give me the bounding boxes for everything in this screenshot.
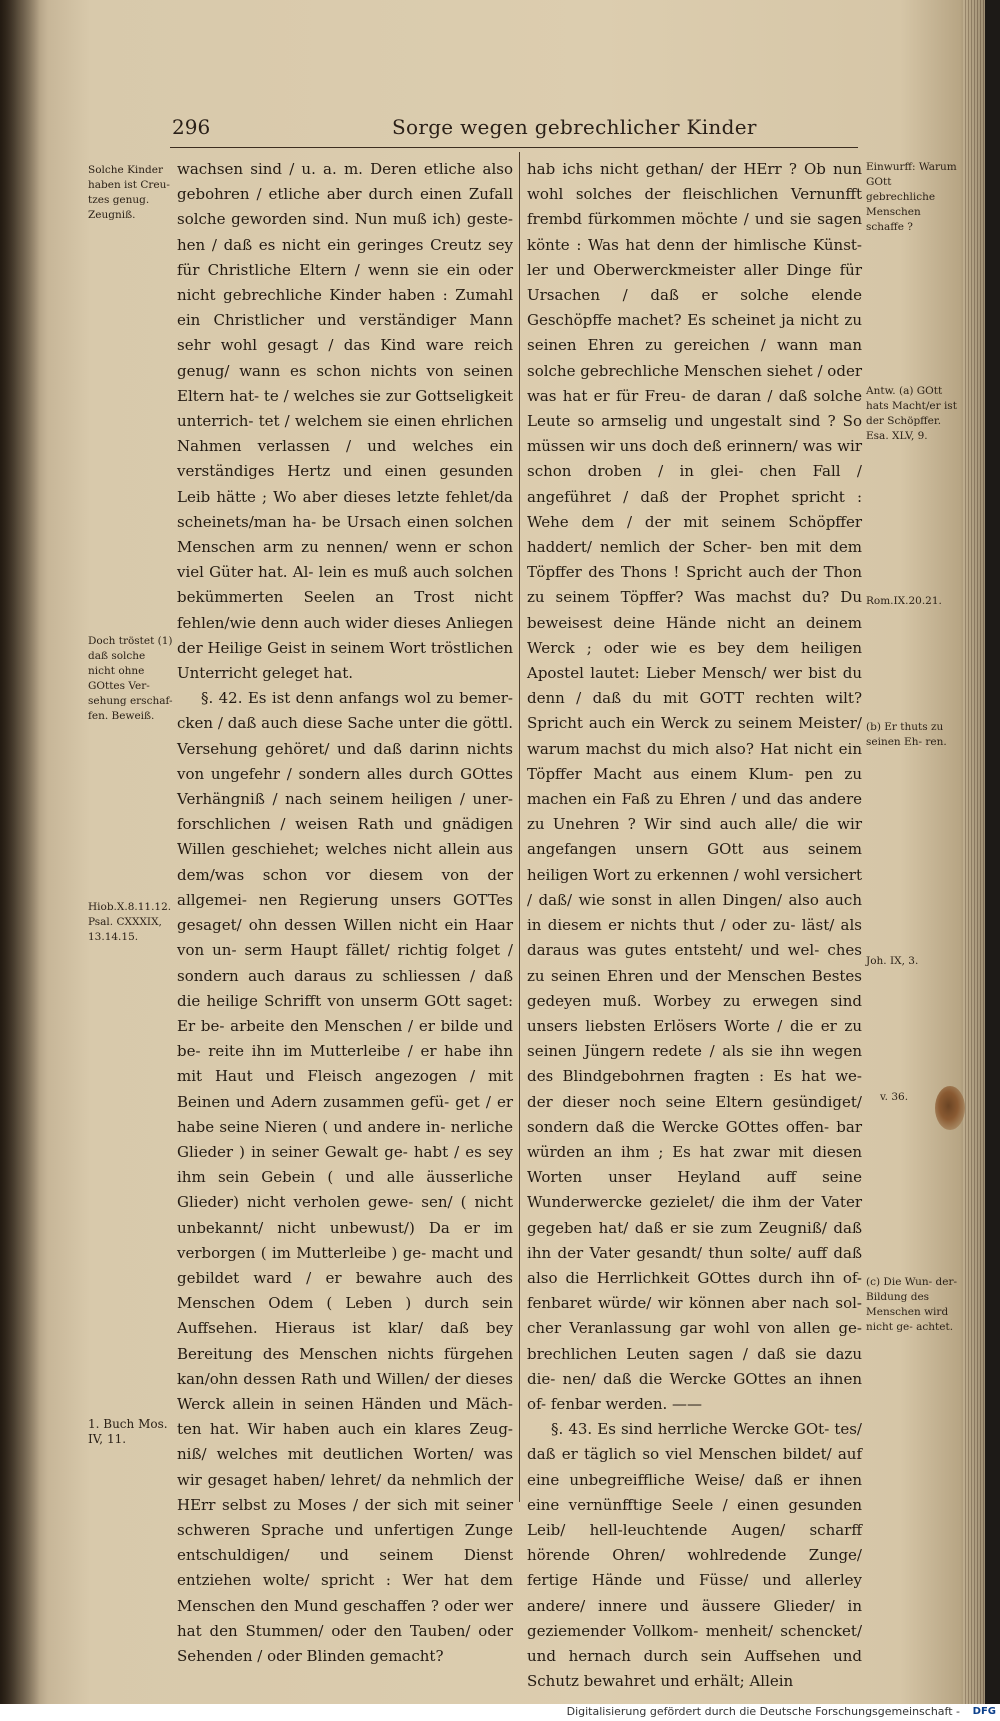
margin-note-right-4: (b) Er thuts zu seinen Eh- ren. (866, 721, 947, 748)
paper-stain (935, 1086, 965, 1130)
footer-credit: Digitalisierung gefördert durch die Deutsche Forschungsgemeinschaft - (566, 1705, 960, 1718)
paragraph-right-1: hab ichs nicht gethan/ der HErr ? Ob nun wohl solches der fleischlichen Vernunfft frembd fürkommen möchte / und sie sagen könte : Was hat denn der himlische Künst- ler und Oberwerckmeister aller Dinge für Ursachen / daß er solche elende Geschöpffe machet? Es scheinet ja nicht zu seinen Ehren zu gereichen / wann man solche gebrechliche Menschen siehet / oder was hat er für Freu- de daran / daß solche Leute so armselig und ungestalt sind ? So müssen wir uns doch deß erinnern/ was wir schon droben / in glei- chen Fall / angeführet / daß der Prophet spricht : Wehe dem / der mit seinem Schöpffer haddert/ nemlich der Scher- ben mit dem Töpffer des Thons ! Spricht auch der Thon zu seinem Töpffer? Was machst du? Du beweisest deine Hände nicht an deinem Werck ; oder wie es bey dem heiligen Apostel lautet: Lieber Mensch/ wer bist du denn / daß du mit GOTT rechten wilt? Spricht auch ein Werck zu seinem Meister/ warum machst du mich also? Hat nicht ein Töpffer Macht aus einem Klum- pen zu machen ein Faß zu Ehren / und das andere zu Unehren ? Wir sind auch alle/ die wir angefangen unsern GOtt aus seinem heiligen Wort zu erkennen / wohl versichert / daß/ wie sonst in allen Dingen/ also auch in diesem er nichts thut / oder zu- läst/ als daraus was gutes entsteht/ und wel- ches zu seinen Ehren und der Menschen Bestes gedeyen muß. Worbey zu erwegen sind unsers liebsten Erlösers Worte / die er zu seinen Jüngern redete / als sie ihn wegen des Blindgebohrnen fragten : Es hat we- der dieser noch seine Eltern gesündiget/ sondern daß die Wercke GOttes offen- bar würden an ihm ; Es hat zwar mit diesen Worten unser Heyland auff seine Wunderwercke gezielet/ die ihm der Vater gegeben hat/ daß er sie zum Zeugniß/ daß ihn der Vater gesandt/ thun solte/ auff daß also die Herrlichkeit GOttes durch ihn of- fenbaret würde/ wir können aber nach sol- cher Veranlassung gar wohl von allen ge- brechlichen Leuten sagen / daß sie dazu die- nen/ daß die Wercke GOttes an ihnen of- fenbar werden. —— (527, 160, 862, 1413)
margin-note-right-1: Einwurff: Warum GOtt gebrechliche Menschen schaffe ? (866, 161, 957, 233)
margin-note-left-1: Solche Kinder haben ist Creu- tzes genug. Zeugniß. (88, 164, 170, 221)
page-gutter-shadow (0, 0, 40, 1704)
margin-note-right-5: Joh. IX, 3. (866, 955, 919, 967)
margin-note-left-2: Doch tröstet (1) daß solche nicht ohne GOttes Ver- sehung erschaf- fen. Beweiß. (88, 635, 173, 722)
page-edge (963, 0, 985, 1704)
left-text-column (177, 157, 513, 1669)
column-divider (519, 152, 520, 1502)
margin-note-right-7: (c) Die Wun- der-Bildung des Menschen wird nicht ge- achtet. (866, 1276, 958, 1333)
running-head: Sorge wegen gebrechlicher Kinder (392, 115, 757, 139)
page-number: 296 (172, 115, 211, 139)
margin-note-right-3: Rom.IX.20.21. (866, 595, 942, 607)
paragraph-right-2: §. 43. Es sind herrliche Wercke GOt- tes/ daß er täglich so viel Menschen bildet/ auf eine unbegreiffliche Weise/ daß er ihnen eine vernünfftige Seele / einen gesunden Leib/ hell-leuchtende Augen/ scharff hörende Ohren/ wohlredende Zunge/ fertige Hände und Füsse/ und allerley andere/ innere und äussere Glieder/ in geziemender Vollkom- menheit/ schencket/ und hernach durch sein Auffsehen und Schutz bewahret und erhält; Allein (527, 1420, 862, 1691)
digitization-footer (0, 1704, 1000, 1721)
paragraph-left-2: §. 42. Es ist denn anfangs wol zu bemer- cken / daß auch diese Sache unter die göttl. Versehung gehöret/ und daß darinn nichts von ungefehr / sondern alles durch GOttes Verhängniß / nach seinem heiligen / uner- forschlichen / weisen Rath und gnädigen Willen geschiehet; welches nicht allein aus dem/was schon vor diesem von der allgemei- nen Regierung unsers GOTTes gesaget/ ohn dessen Willen nicht ein Haar von un- serm Haupt fället/ richtig folget / sondern auch daraus zu schliessen / daß die heilige Schrifft von unserm GOtt saget: Er be- arbeite den Menschen / er bilde und be- reite ihn im Mutterleibe / er habe ihn mit Haut und Fleisch angezogen / mit Beinen und Adern zusammen gefü- get / er habe seine Nieren ( und andere in- nerliche Glieder ) in seiner Gewalt ge- habt / es sey ihm sein Gebein ( und alle äusserliche Glieder) nicht verholen gewe- sen/ ( nicht unbekannt/ nicht unbewust/) Da er im verborgen ( im Mutterleibe ) ge- macht und gebildet ward / er bewahre auch des Menschen Odem ( Leben ) durch sein Auffsehen. Hieraus ist klar/ daß bey Bereitung des Menschen nichts fürgehen kan/ohn dessen Rath und Willen/ der dieses Werck allein in seinen Händen und Mäch- ten hat. Wir haben auch ein klares Zeug- niß/ welches mit deutlichen Worten/ was wir gesaget haben/ lehret/ da nehmlich der HErr selbst zu Moses / der sich mit seiner schweren Sprache und unfertigen Zunge entschuldigen/ und seinem Dienst entziehen wolte/ spricht : Wer hat dem Menschen den Mund geschaffen ? oder wer hat den Stummen/ oder den Tauben/ oder Sehenden / oder Blinden gemacht? (177, 689, 513, 1665)
margin-note-right-2: Antw. (a) GOtt hats Macht/er ist der Schöpffer. Esa. XLV, 9. (866, 385, 957, 442)
dfg-logo: DFG (972, 1706, 996, 1717)
margin-note-right-6: v. 36. (880, 1091, 909, 1103)
margin-note-left-4: 1. Buch Mos. IV, 11. (88, 1417, 168, 1446)
margin-note-left-3: Hiob.X.8.11.12. Psal. CXXXIX, 13.14.15. (88, 901, 172, 943)
page-header (170, 113, 858, 148)
right-text-column (527, 157, 862, 1694)
paragraph-left-1: wachsen sind / u. a. m. Deren etliche also gebohren / etliche aber durch einen Zufall solche geworden sind. Nun muß ich) geste- hen / daß es nicht ein geringes Creutz sey für Christliche Eltern / wenn sie ein oder nicht gebrechliche Kinder haben : Zumahl ein Christlicher und verständiger Mann sehr wohl gesagt / das Kind ware reich genug/ wann es schon nichts von seinen Eltern hat- te / welches sie zur Gottseligkeit unterrich- tet / welchem sie einen ehrlichen Nahmen verlassen / und welches ein verständiges Hertz und einen gesunden Leib hätte ; Wo aber dieses letzte fehlet/da scheinets/man ha- be Ursach einen solchen Menschen arm zu nennen/ wenn er schon viel Güter hat. Al- lein es muß auch solchen bekümmerten Seelen an Trost nicht fehlen/wie denn auch wider dieses Anliegen der Heilige Geist in seinem Wort tröstlichen Unterricht geleget hat. (177, 160, 513, 683)
